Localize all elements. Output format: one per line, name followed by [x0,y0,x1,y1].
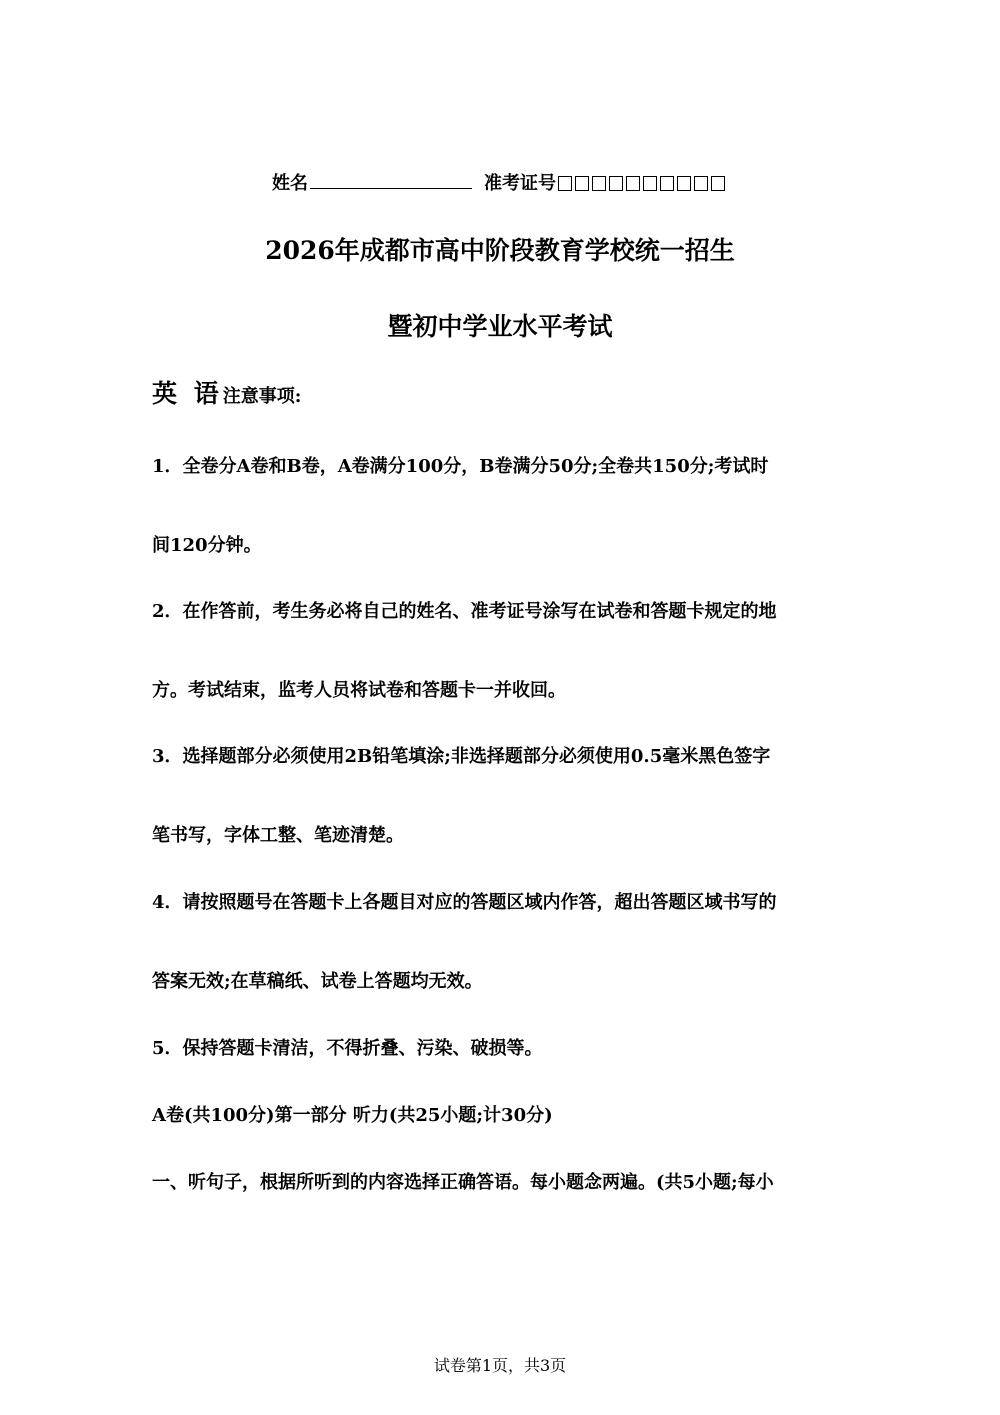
exam-id-digit-box[interactable] [711,176,725,191]
exam-id-label: 准考证号 [484,173,556,194]
notice-1-line1: 1．全卷分A卷和B卷，A卷满分100分，B卷满分50分;全卷共150分;考试时 [152,456,769,477]
name-label: 姓名 [272,173,308,194]
exam-title-line1: 2026年成都市高中阶段教育学校统一招生 [265,236,735,265]
notice-2-line2: 方。考试结束，监考人员将试卷和答题卡一并收回。 [152,680,566,701]
section-a-heading: A卷(共100分)第一部分 听力(共25小题;计30分) [152,1105,553,1126]
name-field[interactable] [310,174,472,189]
notice-4-line1: 4．请按照题号在答题卡上各题目对应的答题区域内作答，超出答题区域书写的 [152,892,777,913]
page-footer: 试卷第1页，共3页 [433,1356,567,1375]
exam-id-digit-box[interactable] [592,176,606,191]
subject-heading [152,381,301,406]
notice-3-line1: 3．选择题部分必须使用2B铅笔填涂;非选择题部分必须使用0.5毫米黑色签字 [152,746,771,767]
notice-1-line2: 间120分钟。 [152,535,262,556]
notice-5: 5．保持答题卡清洁，不得折叠、污染、破损等。 [152,1038,543,1059]
candidate-info-line [0,174,1000,195]
exam-id-boxes[interactable] [558,176,728,195]
exam-id-digit-box[interactable] [677,176,691,191]
notice-3-line2: 笔书写，字体工整、笔迹清楚。 [152,825,404,846]
notice-2-line1: 2．在作答前，考生务必将自己的姓名、准考证号涂写在试卷和答题卡规定的地 [152,601,777,622]
exam-id-digit-box[interactable] [660,176,674,191]
exam-id-digit-box[interactable] [643,176,657,191]
exam-id-digit-box[interactable] [694,176,708,191]
exam-id-digit-box[interactable] [609,176,623,191]
exam-id-digit-box[interactable] [626,176,640,191]
notice-label: 注意事项: [222,386,302,407]
exam-id-digit-box[interactable] [558,176,572,191]
notice-4-line2: 答案无效;在草稿纸、试卷上答题均无效。 [152,971,483,992]
subject-name: 英 语 [152,379,223,408]
exam-id-digit-box[interactable] [575,176,589,191]
part-one-instruction: 一、听句子，根据所听到的内容选择正确答语。每小题念两遍。(共5小题;每小 [152,1172,774,1193]
exam-title-line2: 暨初中学业水平考试 [387,312,613,341]
